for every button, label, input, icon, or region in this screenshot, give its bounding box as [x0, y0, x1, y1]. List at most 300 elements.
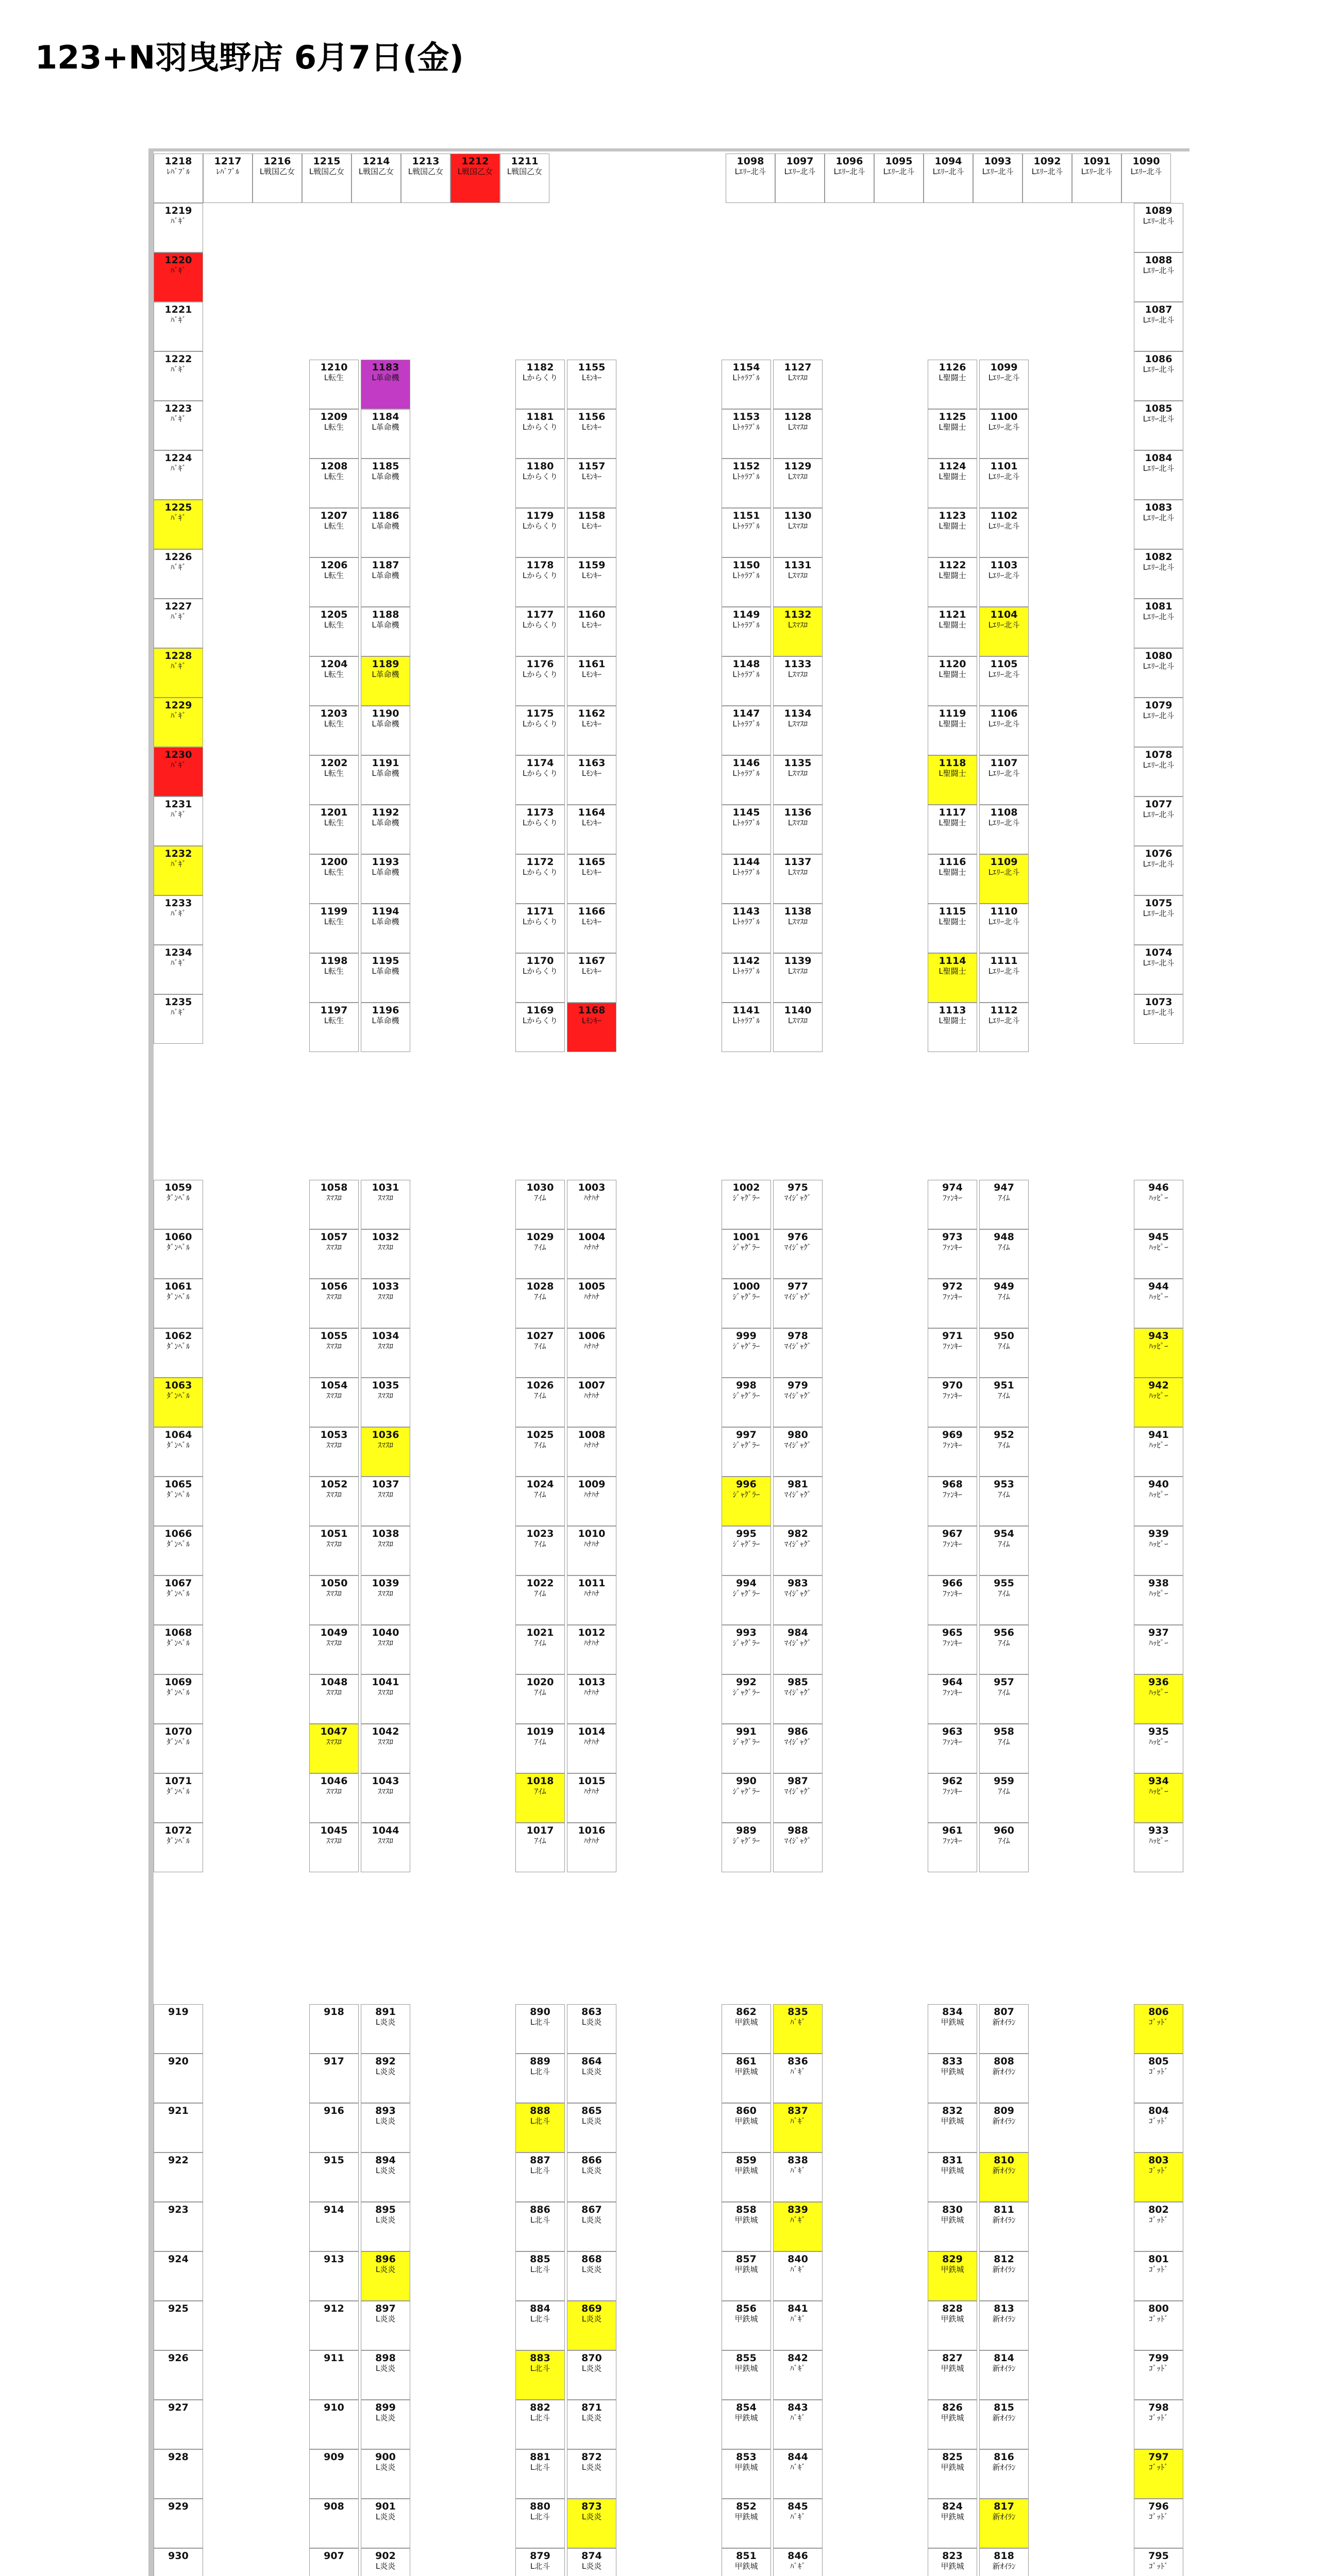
machine-920[interactable]: [154, 2054, 203, 2103]
machine-1139[interactable]: [773, 953, 823, 1003]
machine-965[interactable]: [928, 1625, 977, 1674]
machine-1120[interactable]: [928, 656, 977, 706]
machine-1150[interactable]: [722, 557, 771, 607]
machine-1076[interactable]: [1134, 846, 1183, 895]
machine-927[interactable]: [154, 2400, 203, 2449]
machine-824[interactable]: [928, 2499, 977, 2548]
machine-805[interactable]: [1134, 2054, 1183, 2103]
machine-949[interactable]: [979, 1279, 1029, 1328]
machine-1213[interactable]: [401, 154, 450, 203]
machine-1196[interactable]: [361, 1003, 410, 1052]
machine-866[interactable]: [567, 2153, 616, 2202]
machine-1195[interactable]: [361, 953, 410, 1003]
machine-1066[interactable]: [154, 1526, 203, 1575]
machine-918[interactable]: [309, 2004, 359, 2054]
machine-1080[interactable]: [1134, 648, 1183, 698]
machine-1186[interactable]: [361, 508, 410, 557]
machine-1023[interactable]: [515, 1526, 565, 1575]
machine-1093[interactable]: [973, 154, 1023, 203]
machine-892[interactable]: [361, 2054, 410, 2103]
machine-867[interactable]: [567, 2202, 616, 2251]
machine-1176[interactable]: [515, 656, 565, 706]
machine-967[interactable]: [928, 1526, 977, 1575]
machine-952[interactable]: [979, 1427, 1029, 1477]
machine-956[interactable]: [979, 1625, 1029, 1674]
machine-1203[interactable]: [309, 706, 359, 755]
machine-1125[interactable]: [928, 409, 977, 459]
machine-1007[interactable]: [567, 1378, 616, 1427]
machine-1092[interactable]: [1023, 154, 1072, 203]
machine-836[interactable]: [773, 2054, 823, 2103]
machine-1008[interactable]: [567, 1427, 616, 1477]
machine-1062[interactable]: [154, 1328, 203, 1378]
machine-1131[interactable]: [773, 557, 823, 607]
machine-1100[interactable]: [979, 409, 1029, 459]
machine-888[interactable]: [515, 2103, 565, 2153]
machine-1095[interactable]: [874, 154, 924, 203]
machine-938[interactable]: [1134, 1575, 1183, 1625]
machine-998[interactable]: [722, 1378, 771, 1427]
machine-1087[interactable]: [1134, 302, 1183, 351]
machine-974[interactable]: [928, 1180, 977, 1229]
machine-1149[interactable]: [722, 607, 771, 656]
machine-862[interactable]: [722, 2004, 771, 2054]
machine-1212[interactable]: [450, 154, 500, 203]
machine-926[interactable]: [154, 2350, 203, 2400]
machine-1114[interactable]: [928, 953, 977, 1003]
machine-915[interactable]: [309, 2153, 359, 2202]
machine-1001[interactable]: [722, 1229, 771, 1279]
machine-1109[interactable]: [979, 854, 1029, 904]
machine-902[interactable]: [361, 2548, 410, 2576]
machine-1022[interactable]: [515, 1575, 565, 1625]
machine-1121[interactable]: [928, 607, 977, 656]
machine-1122[interactable]: [928, 557, 977, 607]
machine-979[interactable]: [773, 1378, 823, 1427]
machine-809[interactable]: [979, 2103, 1029, 2153]
machine-953[interactable]: [979, 1477, 1029, 1526]
machine-1049[interactable]: [309, 1625, 359, 1674]
machine-864[interactable]: [567, 2054, 616, 2103]
machine-981[interactable]: [773, 1477, 823, 1526]
machine-1161[interactable]: [567, 656, 616, 706]
machine-955[interactable]: [979, 1575, 1029, 1625]
machine-841[interactable]: [773, 2301, 823, 2350]
machine-837[interactable]: [773, 2103, 823, 2153]
machine-944[interactable]: [1134, 1279, 1183, 1328]
machine-933[interactable]: [1134, 1823, 1183, 1872]
machine-1106[interactable]: [979, 706, 1029, 755]
machine-873[interactable]: [567, 2499, 616, 2548]
machine-1096[interactable]: [825, 154, 874, 203]
machine-899[interactable]: [361, 2400, 410, 2449]
machine-1091[interactable]: [1072, 154, 1121, 203]
machine-954[interactable]: [979, 1526, 1029, 1575]
machine-1163[interactable]: [567, 755, 616, 805]
machine-828[interactable]: [928, 2301, 977, 2350]
machine-811[interactable]: [979, 2202, 1029, 2251]
machine-1191[interactable]: [361, 755, 410, 805]
machine-1124[interactable]: [928, 459, 977, 508]
machine-1205[interactable]: [309, 607, 359, 656]
machine-817[interactable]: [979, 2499, 1029, 2548]
machine-966[interactable]: [928, 1575, 977, 1625]
machine-844[interactable]: [773, 2449, 823, 2499]
machine-865[interactable]: [567, 2103, 616, 2153]
machine-1172[interactable]: [515, 854, 565, 904]
machine-1225[interactable]: [154, 500, 203, 549]
machine-1104[interactable]: [979, 607, 1029, 656]
machine-810[interactable]: [979, 2153, 1029, 2202]
machine-983[interactable]: [773, 1575, 823, 1625]
machine-1006[interactable]: [567, 1328, 616, 1378]
machine-1218[interactable]: [154, 154, 203, 203]
machine-913[interactable]: [309, 2251, 359, 2301]
machine-928[interactable]: [154, 2449, 203, 2499]
machine-795[interactable]: [1134, 2548, 1183, 2576]
machine-891[interactable]: [361, 2004, 410, 2054]
machine-1034[interactable]: [361, 1328, 410, 1378]
machine-907[interactable]: [309, 2548, 359, 2576]
machine-846[interactable]: [773, 2548, 823, 2576]
machine-1145[interactable]: [722, 805, 771, 854]
machine-1038[interactable]: [361, 1526, 410, 1575]
machine-1134[interactable]: [773, 706, 823, 755]
machine-799[interactable]: [1134, 2350, 1183, 2400]
machine-1072[interactable]: [154, 1823, 203, 1872]
machine-1078[interactable]: [1134, 747, 1183, 796]
machine-1154[interactable]: [722, 360, 771, 409]
machine-1057[interactable]: [309, 1229, 359, 1279]
machine-1207[interactable]: [309, 508, 359, 557]
machine-1103[interactable]: [979, 557, 1029, 607]
machine-1127[interactable]: [773, 360, 823, 409]
machine-1224[interactable]: [154, 450, 203, 500]
machine-874[interactable]: [567, 2548, 616, 2576]
machine-1111[interactable]: [979, 953, 1029, 1003]
machine-854[interactable]: [722, 2400, 771, 2449]
machine-1137[interactable]: [773, 854, 823, 904]
machine-896[interactable]: [361, 2251, 410, 2301]
machine-1208[interactable]: [309, 459, 359, 508]
machine-861[interactable]: [722, 2054, 771, 2103]
machine-1128[interactable]: [773, 409, 823, 459]
machine-992[interactable]: [722, 1674, 771, 1724]
machine-971[interactable]: [928, 1328, 977, 1378]
machine-838[interactable]: [773, 2153, 823, 2202]
machine-908[interactable]: [309, 2499, 359, 2548]
machine-840[interactable]: [773, 2251, 823, 2301]
machine-1221[interactable]: [154, 302, 203, 351]
machine-1079[interactable]: [1134, 698, 1183, 747]
machine-852[interactable]: [722, 2499, 771, 2548]
machine-973[interactable]: [928, 1229, 977, 1279]
machine-1129[interactable]: [773, 459, 823, 508]
machine-893[interactable]: [361, 2103, 410, 2153]
machine-919[interactable]: [154, 2004, 203, 2054]
machine-959[interactable]: [979, 1773, 1029, 1823]
machine-914[interactable]: [309, 2202, 359, 2251]
machine-1200[interactable]: [309, 854, 359, 904]
machine-1233[interactable]: [154, 895, 203, 945]
machine-834[interactable]: [928, 2004, 977, 2054]
machine-816[interactable]: [979, 2449, 1029, 2499]
machine-1088[interactable]: [1134, 252, 1183, 302]
machine-941[interactable]: [1134, 1427, 1183, 1477]
machine-942[interactable]: [1134, 1378, 1183, 1427]
machine-1175[interactable]: [515, 706, 565, 755]
machine-890[interactable]: [515, 2004, 565, 2054]
machine-1084[interactable]: [1134, 450, 1183, 500]
machine-1160[interactable]: [567, 607, 616, 656]
machine-833[interactable]: [928, 2054, 977, 2103]
machine-1013[interactable]: [567, 1674, 616, 1724]
machine-951[interactable]: [979, 1378, 1029, 1427]
machine-910[interactable]: [309, 2400, 359, 2449]
machine-831[interactable]: [928, 2153, 977, 2202]
machine-1135[interactable]: [773, 755, 823, 805]
machine-977[interactable]: [773, 1279, 823, 1328]
machine-1021[interactable]: [515, 1625, 565, 1674]
machine-897[interactable]: [361, 2301, 410, 2350]
machine-1119[interactable]: [928, 706, 977, 755]
machine-802[interactable]: [1134, 2202, 1183, 2251]
machine-1136[interactable]: [773, 805, 823, 854]
machine-1162[interactable]: [567, 706, 616, 755]
machine-868[interactable]: [567, 2251, 616, 2301]
machine-1097[interactable]: [775, 154, 825, 203]
machine-1055[interactable]: [309, 1328, 359, 1378]
machine-1211[interactable]: [500, 154, 549, 203]
machine-880[interactable]: [515, 2499, 565, 2548]
machine-1164[interactable]: [567, 805, 616, 854]
machine-1226[interactable]: [154, 549, 203, 599]
machine-796[interactable]: [1134, 2499, 1183, 2548]
machine-945[interactable]: [1134, 1229, 1183, 1279]
machine-990[interactable]: [722, 1773, 771, 1823]
machine-879[interactable]: [515, 2548, 565, 2576]
machine-1178[interactable]: [515, 557, 565, 607]
machine-1123[interactable]: [928, 508, 977, 557]
machine-1229[interactable]: [154, 698, 203, 747]
machine-991[interactable]: [722, 1724, 771, 1773]
machine-1182[interactable]: [515, 360, 565, 409]
machine-923[interactable]: [154, 2202, 203, 2251]
machine-1188[interactable]: [361, 607, 410, 656]
machine-1026[interactable]: [515, 1378, 565, 1427]
machine-1064[interactable]: [154, 1427, 203, 1477]
machine-917[interactable]: [309, 2054, 359, 2103]
machine-1147[interactable]: [722, 706, 771, 755]
machine-1187[interactable]: [361, 557, 410, 607]
machine-996[interactable]: [722, 1477, 771, 1526]
machine-1171[interactable]: [515, 904, 565, 953]
machine-1074[interactable]: [1134, 945, 1183, 994]
machine-957[interactable]: [979, 1674, 1029, 1724]
machine-1170[interactable]: [515, 953, 565, 1003]
machine-976[interactable]: [773, 1229, 823, 1279]
machine-1169[interactable]: [515, 1003, 565, 1052]
machine-889[interactable]: [515, 2054, 565, 2103]
machine-855[interactable]: [722, 2350, 771, 2400]
machine-1126[interactable]: [928, 360, 977, 409]
machine-911[interactable]: [309, 2350, 359, 2400]
machine-1132[interactable]: [773, 607, 823, 656]
machine-1011[interactable]: [567, 1575, 616, 1625]
machine-829[interactable]: [928, 2251, 977, 2301]
machine-894[interactable]: [361, 2153, 410, 2202]
machine-830[interactable]: [928, 2202, 977, 2251]
machine-1174[interactable]: [515, 755, 565, 805]
machine-826[interactable]: [928, 2400, 977, 2449]
machine-1202[interactable]: [309, 755, 359, 805]
machine-1000[interactable]: [722, 1279, 771, 1328]
machine-1090[interactable]: [1121, 154, 1171, 203]
machine-1107[interactable]: [979, 755, 1029, 805]
machine-1028[interactable]: [515, 1279, 565, 1328]
machine-1052[interactable]: [309, 1477, 359, 1526]
machine-1219[interactable]: [154, 203, 203, 252]
machine-961[interactable]: [928, 1823, 977, 1872]
machine-1010[interactable]: [567, 1526, 616, 1575]
machine-1142[interactable]: [722, 953, 771, 1003]
machine-1234[interactable]: [154, 945, 203, 994]
machine-1068[interactable]: [154, 1625, 203, 1674]
machine-886[interactable]: [515, 2202, 565, 2251]
machine-960[interactable]: [979, 1823, 1029, 1872]
machine-1098[interactable]: [726, 154, 775, 203]
machine-1230[interactable]: [154, 747, 203, 796]
machine-1045[interactable]: [309, 1823, 359, 1872]
machine-815[interactable]: [979, 2400, 1029, 2449]
machine-1165[interactable]: [567, 854, 616, 904]
machine-901[interactable]: [361, 2499, 410, 2548]
machine-1019[interactable]: [515, 1724, 565, 1773]
machine-1184[interactable]: [361, 409, 410, 459]
machine-929[interactable]: [154, 2499, 203, 2548]
machine-839[interactable]: [773, 2202, 823, 2251]
machine-1099[interactable]: [979, 360, 1029, 409]
machine-969[interactable]: [928, 1427, 977, 1477]
machine-804[interactable]: [1134, 2103, 1183, 2153]
machine-1003[interactable]: [567, 1180, 616, 1229]
machine-860[interactable]: [722, 2103, 771, 2153]
machine-947[interactable]: [979, 1180, 1029, 1229]
machine-851[interactable]: [722, 2548, 771, 2576]
machine-869[interactable]: [567, 2301, 616, 2350]
machine-994[interactable]: [722, 1575, 771, 1625]
machine-1086[interactable]: [1134, 351, 1183, 401]
machine-803[interactable]: [1134, 2153, 1183, 2202]
machine-1059[interactable]: [154, 1180, 203, 1229]
machine-863[interactable]: [567, 2004, 616, 2054]
machine-1152[interactable]: [722, 459, 771, 508]
machine-978[interactable]: [773, 1328, 823, 1378]
machine-940[interactable]: [1134, 1477, 1183, 1526]
machine-1050[interactable]: [309, 1575, 359, 1625]
machine-1004[interactable]: [567, 1229, 616, 1279]
machine-1183[interactable]: [361, 360, 410, 409]
machine-1081[interactable]: [1134, 599, 1183, 648]
machine-1232[interactable]: [154, 846, 203, 895]
machine-1015[interactable]: [567, 1773, 616, 1823]
machine-939[interactable]: [1134, 1526, 1183, 1575]
machine-818[interactable]: [979, 2548, 1029, 2576]
machine-1002[interactable]: [722, 1180, 771, 1229]
machine-1204[interactable]: [309, 656, 359, 706]
machine-1005[interactable]: [567, 1279, 616, 1328]
machine-943[interactable]: [1134, 1328, 1183, 1378]
machine-812[interactable]: [979, 2251, 1029, 2301]
machine-1047[interactable]: [309, 1724, 359, 1773]
machine-1198[interactable]: [309, 953, 359, 1003]
machine-1206[interactable]: [309, 557, 359, 607]
machine-1073[interactable]: [1134, 994, 1183, 1044]
machine-1141[interactable]: [722, 1003, 771, 1052]
machine-925[interactable]: [154, 2301, 203, 2350]
machine-958[interactable]: [979, 1724, 1029, 1773]
machine-1192[interactable]: [361, 805, 410, 854]
machine-807[interactable]: [979, 2004, 1029, 2054]
machine-1143[interactable]: [722, 904, 771, 953]
machine-1025[interactable]: [515, 1427, 565, 1477]
machine-1185[interactable]: [361, 459, 410, 508]
machine-1065[interactable]: [154, 1477, 203, 1526]
machine-975[interactable]: [773, 1180, 823, 1229]
machine-1031[interactable]: [361, 1180, 410, 1229]
machine-995[interactable]: [722, 1526, 771, 1575]
machine-1075[interactable]: [1134, 895, 1183, 945]
machine-1158[interactable]: [567, 508, 616, 557]
machine-1231[interactable]: [154, 796, 203, 846]
machine-964[interactable]: [928, 1674, 977, 1724]
machine-950[interactable]: [979, 1328, 1029, 1378]
machine-825[interactable]: [928, 2449, 977, 2499]
machine-946[interactable]: [1134, 1180, 1183, 1229]
machine-882[interactable]: [515, 2400, 565, 2449]
machine-1113[interactable]: [928, 1003, 977, 1052]
machine-1033[interactable]: [361, 1279, 410, 1328]
machine-980[interactable]: [773, 1427, 823, 1477]
machine-984[interactable]: [773, 1625, 823, 1674]
machine-1027[interactable]: [515, 1328, 565, 1378]
machine-1042[interactable]: [361, 1724, 410, 1773]
machine-827[interactable]: [928, 2350, 977, 2400]
machine-883[interactable]: [515, 2350, 565, 2400]
machine-1116[interactable]: [928, 854, 977, 904]
machine-962[interactable]: [928, 1773, 977, 1823]
machine-1082[interactable]: [1134, 549, 1183, 599]
machine-1181[interactable]: [515, 409, 565, 459]
machine-963[interactable]: [928, 1724, 977, 1773]
machine-1151[interactable]: [722, 508, 771, 557]
machine-1222[interactable]: [154, 351, 203, 401]
machine-924[interactable]: [154, 2251, 203, 2301]
machine-842[interactable]: [773, 2350, 823, 2400]
machine-972[interactable]: [928, 1279, 977, 1328]
machine-1056[interactable]: [309, 1279, 359, 1328]
machine-872[interactable]: [567, 2449, 616, 2499]
machine-935[interactable]: [1134, 1724, 1183, 1773]
machine-1217[interactable]: [203, 154, 253, 203]
machine-871[interactable]: [567, 2400, 616, 2449]
machine-823[interactable]: [928, 2548, 977, 2576]
machine-1009[interactable]: [567, 1477, 616, 1526]
machine-985[interactable]: [773, 1674, 823, 1724]
machine-1194[interactable]: [361, 904, 410, 953]
machine-1035[interactable]: [361, 1378, 410, 1427]
machine-1083[interactable]: [1134, 500, 1183, 549]
